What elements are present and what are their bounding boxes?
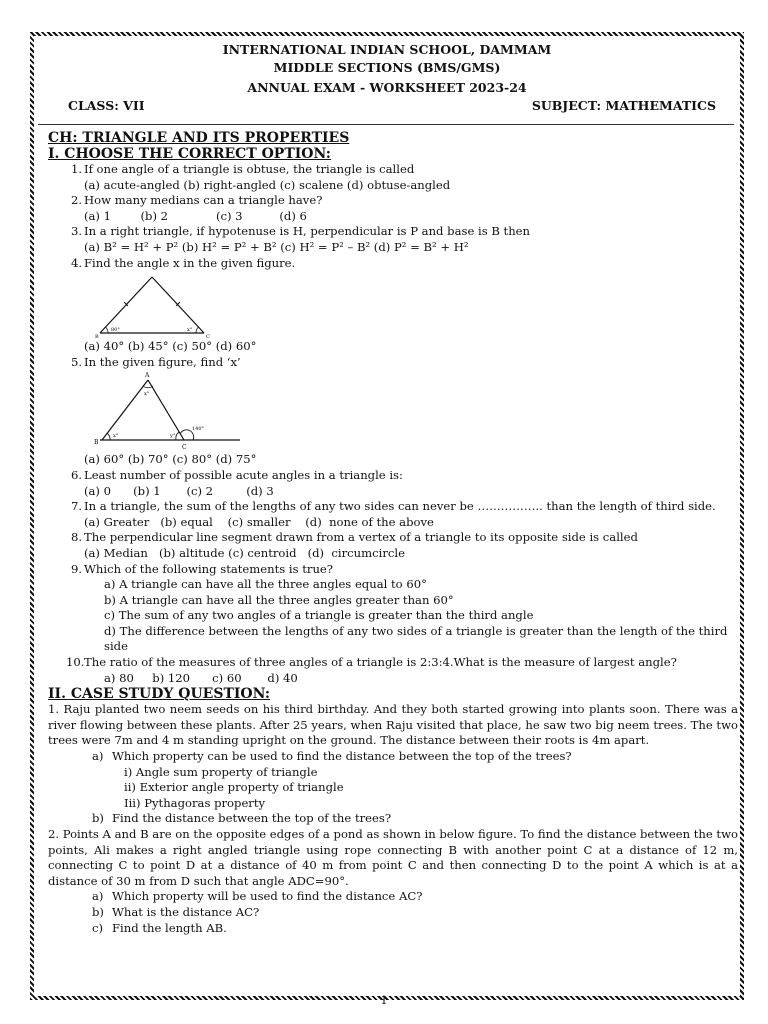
question-text: In a triangle, the sum of the lengths of any two sides can never be …………….. than the length of third side. bbox=[84, 499, 716, 514]
question-text: What is the distance AC? bbox=[112, 904, 260, 919]
angle-label-c: y° bbox=[170, 433, 176, 440]
question-10 bbox=[48, 655, 738, 671]
question-text: Find the length AB. bbox=[112, 920, 227, 935]
question-9 bbox=[48, 562, 738, 578]
question-8-options: (a) Median (b) altitude (c) centroid (d) circumcircle bbox=[84, 545, 405, 560]
question-text: If one angle of a triangle is obtuse, the triangle is called bbox=[84, 162, 415, 176]
question-text: Which property can be used to find the distance between the top of the trees? bbox=[112, 749, 572, 764]
question-text: Find the angle x in the given figure. bbox=[84, 255, 296, 270]
subject-label: SUBJECT: MATHEMATICS bbox=[531, 98, 716, 113]
case-study-1-option-i: i) Angle sum property of triangle bbox=[124, 764, 318, 779]
question-text: Which of the following statements is true? bbox=[84, 561, 333, 576]
question-label: a) bbox=[92, 889, 104, 904]
question-number: 8. bbox=[70, 530, 82, 545]
question-3-options: (a) B² = H² + P² (b) H² = P² + B² (c) H² = P² – B² (d) P² = B² + H² bbox=[84, 239, 469, 254]
triangle-figure-q5 bbox=[94, 370, 244, 452]
angle-label-a: x° bbox=[144, 391, 150, 398]
case-study-1-question-a bbox=[48, 749, 738, 765]
question-9-option-b: b) A triangle can have all the three angles greater than 60° bbox=[104, 592, 454, 607]
question-label: a) bbox=[92, 749, 104, 764]
case-study-1-question-b bbox=[48, 811, 738, 827]
question-text: The perpendicular line segment drawn from a vertex of a triangle to its opposite side is called bbox=[84, 530, 638, 545]
question-number: 9. bbox=[70, 561, 82, 576]
vertex-label-c: C bbox=[182, 444, 187, 452]
question-number: 10. bbox=[66, 655, 85, 670]
question-number: 6. bbox=[70, 467, 82, 482]
exam-title: ANNUAL EXAM - WORKSHEET 2023-24 bbox=[247, 80, 527, 95]
section1-title: I. CHOOSE THE CORRECT OPTION: bbox=[48, 146, 331, 162]
question-number: 4. bbox=[70, 255, 82, 270]
question-label: b) bbox=[92, 811, 104, 826]
question-number: 5. bbox=[70, 354, 82, 369]
exterior-angle-label: 140° bbox=[192, 426, 205, 433]
page-number: 1 bbox=[380, 994, 388, 1007]
question-1-options: (a) acute-angled (b) right-angled (c) scalene (d) obtuse-angled bbox=[84, 177, 451, 192]
question-text: Find the distance between the top of the trees? bbox=[112, 811, 392, 826]
question-5 bbox=[48, 355, 738, 371]
question-label: b) bbox=[92, 904, 104, 919]
angle-label-c: x° bbox=[187, 327, 193, 334]
question-text: In a right triangle, if hypotenuse is H, perpendicular is P and base is B then bbox=[84, 224, 530, 239]
worksheet-content bbox=[48, 130, 738, 936]
case-study-2-question-a bbox=[48, 889, 738, 905]
angle-label-b: 80° bbox=[111, 327, 120, 334]
case-study-2-question-c bbox=[48, 921, 738, 937]
vertex-label-b: B bbox=[95, 334, 99, 340]
case-study-2-question-b bbox=[48, 905, 738, 921]
chapter-title: CH: TRIANGLE AND ITS PROPERTIES bbox=[48, 130, 350, 146]
question-2-options: (a) 1 (b) 2 (c) 3 (d) 6 bbox=[84, 208, 307, 223]
question-3 bbox=[48, 224, 738, 240]
triangle-figure-q4 bbox=[94, 271, 224, 339]
vertex-label-a: A bbox=[145, 372, 150, 380]
question-10-options: a) 80 b) 120 c) 60 d) 40 bbox=[104, 670, 298, 685]
worksheet-page-border bbox=[30, 32, 744, 1000]
question-text: In the given figure, find ‘x’ bbox=[84, 354, 241, 369]
question-9-option-c: c) The sum of any two angles of a triangle is greater than the third angle bbox=[104, 608, 534, 623]
question-label: c) bbox=[92, 920, 104, 935]
case-study-1-text: 1. Raju planted two neem seeds on his third birthday. And they both started growing into plants soon. There was a river flowing between these plants. After 25 years, when Raju visited that place, he saw two big neem trees. The two trees were 7m and 4 m standing upright on the ground. The distance between their roots is 4m apart. bbox=[48, 702, 738, 748]
question-8 bbox=[48, 530, 738, 546]
question-7-options: (a) Greater (b) equal (c) smaller (d) none of the above bbox=[84, 514, 434, 529]
question-text: Which property will be used to find the distance AC? bbox=[112, 889, 423, 904]
class-label: CLASS: VII bbox=[68, 98, 145, 113]
question-7 bbox=[48, 499, 738, 515]
angle-label-b: x° bbox=[113, 433, 119, 440]
question-number: 3. bbox=[70, 224, 82, 239]
question-number: 7. bbox=[70, 499, 82, 514]
question-1 bbox=[48, 162, 738, 178]
section-name: MIDDLE SECTIONS (BMS/GMS) bbox=[273, 60, 501, 75]
question-5-options: (a) 60° (b) 70° (c) 80° (d) 75° bbox=[84, 452, 257, 467]
question-text: The ratio of the measures of three angles of a triangle is 2:3:4.What is the measure of largest angle? bbox=[84, 655, 677, 670]
question-text: How many medians can a triangle have? bbox=[84, 193, 323, 208]
question-4-options: (a) 40° (b) 45° (c) 50° (d) 60° bbox=[84, 339, 257, 354]
section2-title: II. CASE STUDY QUESTION: bbox=[48, 686, 271, 703]
question-6 bbox=[48, 468, 738, 484]
vertex-label-b: B bbox=[94, 439, 99, 447]
question-text: Least number of possible acute angles in a triangle is: bbox=[84, 467, 403, 482]
case-study-2-text: 2. Points A and B are on the opposite edges of a pond as shown in below figure. To find the distance between the two points, Ali makes a right angled triangle using rope connecting B with another point C at a distance of 12 m, connecting C to point D at a distance of 40 m from point C and then connecting D to the point A which is at a distance of 30 m from D such that angle ADC=90°. bbox=[48, 827, 738, 888]
case-study-1-option-ii: ii) Exterior angle property of triangle bbox=[124, 780, 344, 795]
case-study-1-option-iii: Iii) Pythagoras property bbox=[124, 795, 266, 810]
vertex-label-c: C bbox=[206, 334, 210, 340]
header-divider bbox=[38, 124, 734, 125]
question-9-option-d: d) The difference between the lengths of any two sides of a triangle is greater than the length of the third side bbox=[104, 623, 728, 654]
question-number: 2. bbox=[70, 193, 82, 208]
question-9-option-a: a) A triangle can have all the three angles equal to 60° bbox=[104, 577, 427, 592]
question-2 bbox=[48, 193, 738, 209]
school-name: INTERNATIONAL INDIAN SCHOOL, DAMMAM bbox=[222, 42, 552, 57]
question-number: 1. bbox=[70, 162, 82, 176]
question-6-options: (a) 0 (b) 1 (c) 2 (d) 3 bbox=[84, 483, 274, 498]
question-4 bbox=[48, 256, 738, 272]
